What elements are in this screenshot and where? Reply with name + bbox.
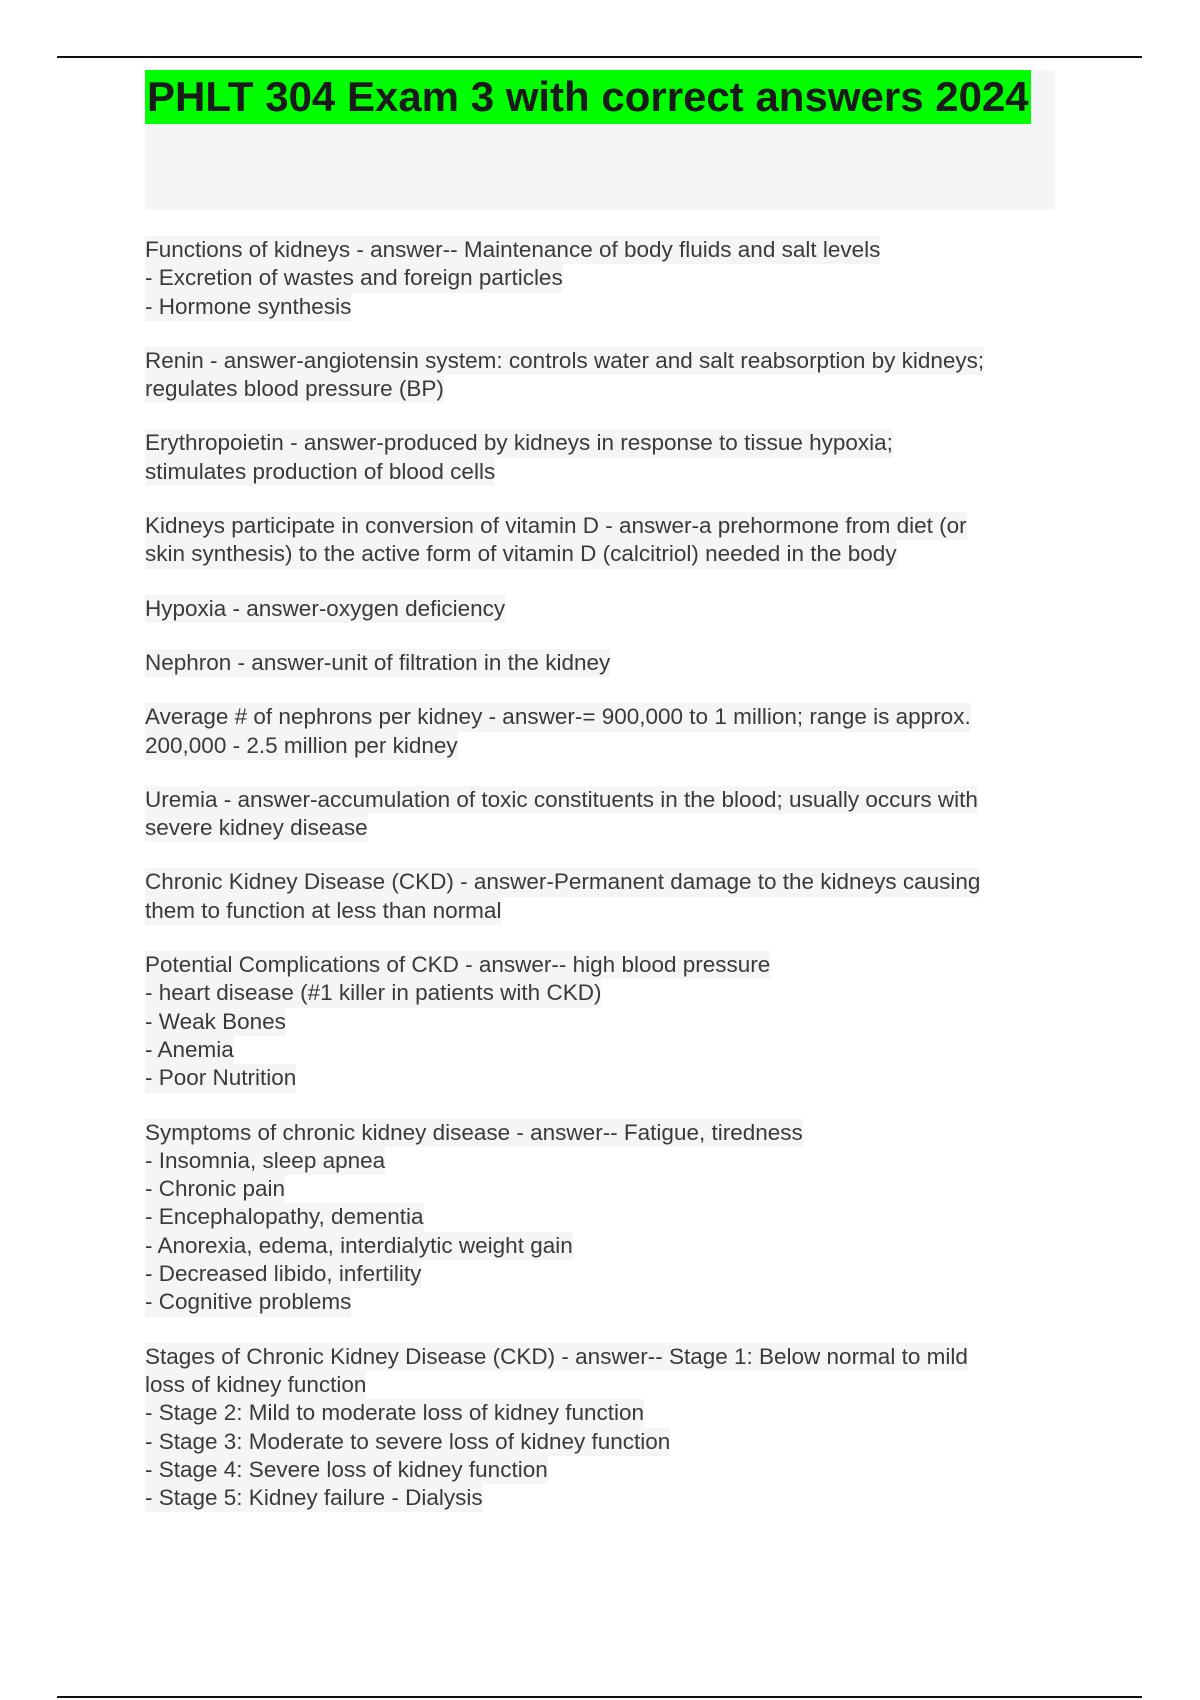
qa-entry (145, 236, 1065, 321)
qa-entry (145, 649, 1065, 677)
qa-line: severe kidney disease (145, 814, 368, 842)
qa-entry (145, 347, 1065, 404)
bottom-rule (57, 1696, 1142, 1698)
qa-line: Symptoms of chronic kidney disease - answer-- Fatigue, tiredness (145, 1119, 803, 1147)
qa-line: Uremia - answer-accumulation of toxic constituents in the blood; usually occurs with (145, 786, 978, 814)
qa-line: Stages of Chronic Kidney Disease (CKD) - answer-- Stage 1: Below normal to mild (145, 1343, 968, 1371)
page-title: PHLT 304 Exam 3 with correct answers 2024 (145, 70, 1031, 124)
qa-list (145, 236, 1065, 1538)
qa-line: - Decreased libido, infertility (145, 1260, 421, 1288)
qa-line: Functions of kidneys - answer-- Maintenance of body fluids and salt levels (145, 236, 880, 264)
qa-line: - Excretion of wastes and foreign particles (145, 264, 563, 292)
title-block (145, 70, 1055, 210)
qa-line: - Anemia (145, 1036, 234, 1064)
qa-line: - Stage 4: Severe loss of kidney function (145, 1456, 548, 1484)
top-rule (57, 56, 1142, 58)
qa-line: Kidneys participate in conversion of vitamin D - answer-a prehormone from diet (or (145, 512, 967, 540)
qa-line: - Hormone synthesis (145, 293, 351, 321)
qa-line: loss of kidney function (145, 1371, 366, 1399)
qa-entry (145, 1343, 1065, 1513)
qa-line: - Encephalopathy, dementia (145, 1203, 424, 1231)
qa-line: Average # of nephrons per kidney - answer-= 900,000 to 1 million; range is approx. (145, 703, 971, 731)
qa-line: - Stage 2: Mild to moderate loss of kidney function (145, 1399, 644, 1427)
qa-line: - Poor Nutrition (145, 1064, 296, 1092)
qa-entry (145, 1119, 1065, 1317)
qa-entry (145, 951, 1065, 1092)
qa-line: Erythropoietin - answer-produced by kidneys in response to tissue hypoxia; (145, 429, 893, 457)
qa-entry (145, 703, 1065, 760)
qa-line: skin synthesis) to the active form of vitamin D (calcitriol) needed in the body (145, 540, 897, 568)
qa-line: - Weak Bones (145, 1008, 286, 1036)
qa-entry (145, 786, 1065, 843)
qa-line: stimulates production of blood cells (145, 458, 495, 486)
qa-line: Hypoxia - answer-oxygen deficiency (145, 595, 505, 623)
qa-line: - heart disease (#1 killer in patients with CKD) (145, 979, 601, 1007)
qa-line: Chronic Kidney Disease (CKD) - answer-Permanent damage to the kidneys causing (145, 868, 980, 896)
qa-line: 200,000 - 2.5 million per kidney (145, 732, 458, 760)
qa-line: - Stage 5: Kidney failure - Dialysis (145, 1484, 483, 1512)
qa-line: - Insomnia, sleep apnea (145, 1147, 385, 1175)
qa-line: - Cognitive problems (145, 1288, 351, 1316)
qa-line: - Anorexia, edema, interdialytic weight gain (145, 1232, 573, 1260)
qa-line: Potential Complications of CKD - answer-- high blood pressure (145, 951, 770, 979)
qa-line: them to function at less than normal (145, 897, 501, 925)
qa-entry (145, 512, 1065, 569)
qa-line: - Stage 3: Moderate to severe loss of kidney function (145, 1428, 670, 1456)
qa-entry (145, 595, 1065, 623)
qa-line: regulates blood pressure (BP) (145, 375, 444, 403)
qa-line: Nephron - answer-unit of filtration in the kidney (145, 649, 610, 677)
qa-entry (145, 868, 1065, 925)
qa-entry (145, 429, 1065, 486)
qa-line: - Chronic pain (145, 1175, 285, 1203)
qa-line: Renin - answer-angiotensin system: controls water and salt reabsorption by kidneys; (145, 347, 984, 375)
